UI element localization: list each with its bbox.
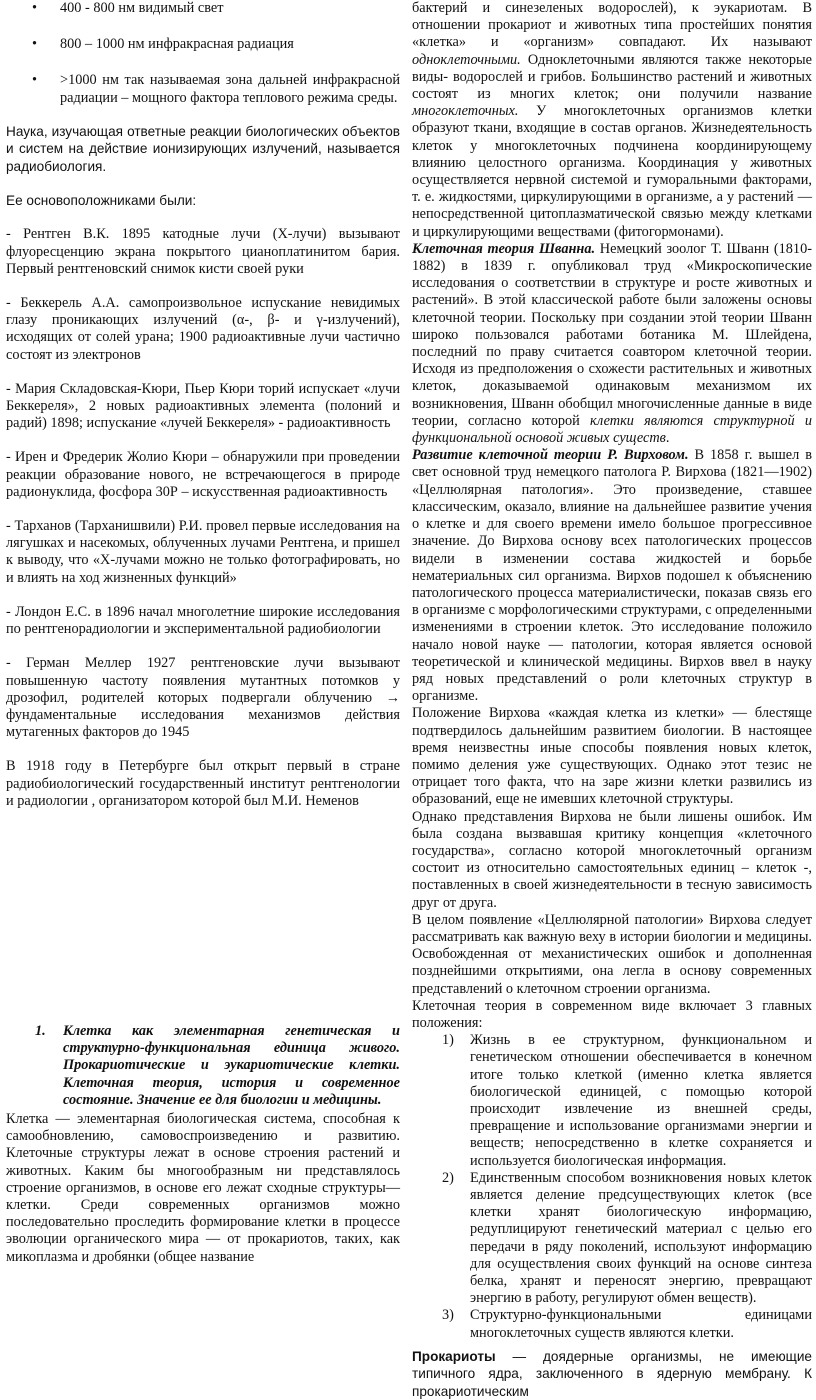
list-item — [412, 1170, 812, 1308]
text-span-italic: клетки являются структурной и функциональной основой живых существ — [412, 412, 812, 447]
list-item-text: Жизнь в ее структурном, функциональном и генетическом отношении обеспечивается в конечном итоге только клеткой (именно клетка является биологической единицей, с помощью которой происходит извлечение из внешней среды, превращение и использование организмами энергии и веществ; непосредственно в клетке сохраняется и используется биологическая информация. — [470, 1032, 812, 1169]
paragraph-radiobiology: Наука, изучающая ответные реакции биологических объектов и систем на действие ионизирующих излучений, называется радиобиология. — [6, 123, 400, 174]
text-span: бактерий и синезеленых водорослей), к эукариотам. В отношении прокариот и животных типа простейших понятия «клетка» и «организм» совпадают. Их называют — [412, 0, 812, 51]
section-heading-text: Клетка как элементарная генетическая и структурно-функциональная единица живого. Прокариотические и эукариотические клетки. Клеточная теория, история и современное состояние. Значение ее для биологии и медицины. — [63, 1023, 400, 1108]
paragraph-london: - Лондон Е.С. в 1896 начал многолетние широкие исследования по рентгенорадиологии и экспериментальной радиобиологии — [6, 603, 400, 638]
section-block — [6, 1023, 400, 1266]
text-span: В 1858 г. вышел в свет основной труд немецкого патолога Р. Вирхова (1821—1902) «Целлюлярная патология». Это произведение, ставшее классическим, оказало, влияние на дальнейшее развитие учения о клетке и для своего времени имело большое прогрессивное значение. До Вирхова основу всех патологических процессов видели в изменении состава жидкостей и борьбе нематериальных сил организма. Вирхов подошел к объяснению патологического процесса материалистически, показав связь его в организме с морфологическими структурами, с определенными изменениями в строении клеток. Это исследование положило начало новой науке — патологии, которая является основой теоретической и клинической медицины. Вирхов ввел в науку ряд новых представлений о роли клеточных структур в организме. — [412, 447, 813, 705]
paragraph-overall: В целом появление «Целлюлярной патологии» Вирхова следует рассматривать как важную веху в истории биологии и медицины. Освобожденная от механистических ошибок и дополненная позднейшими открытиями, она легла в основу современных представлений о клеточном строении организма. — [412, 911, 812, 997]
list-number: 1) — [442, 1032, 454, 1049]
paragraph-modern-theory: Клеточная теория в современном виде включает 3 главных положения: — [412, 997, 812, 1031]
left-column — [6, 0, 400, 1265]
section-number: 1. — [35, 1023, 46, 1039]
paragraph-omnis-cellula: Положение Вирхова «каждая клетка из клетки» — блестяще подтвердилось дальнейшим развитием биологии. В настоящее время неизвестны иные способы появления новых клеток, помимо деления уже существующих. Однако этот тезис не отрицает того факта, что на заре жизни клетки развились из образований, еще не имевших клеточной структуры. — [412, 705, 812, 808]
list-number: 3) — [442, 1307, 454, 1324]
virchow-title: Развитие клеточной теории Р. Вирховом. — [412, 447, 689, 464]
right-arrow-icon: → — [385, 689, 400, 706]
paragraph-founders: Ее основоположниками были: — [6, 193, 197, 209]
prokaryotes-title: Прокариоты — [412, 1348, 496, 1364]
paragraph-virchow-errors: Однако представления Вирхова не были лишены ошибок. Им была создана вызвавшая критику концепция «клеточного государства», согласно которой многоклеточный организм состоит из относительно самостоятельных единиц – клеток -, поставленных в своей жизнедеятельности в тесную зависимость друг от друга. — [412, 808, 812, 911]
list-item: • >1000 нм так называемая зона дальней инфракрасной радиации – мощного фактора теплового режима среды. — [6, 72, 400, 106]
paragraph-schwann — [412, 241, 812, 447]
list-item-text: Структурно-функциональными единицами многоклеточных существ являются клетки. — [470, 1307, 812, 1341]
theory-positions-list — [412, 1032, 812, 1342]
section-heading — [35, 1023, 400, 1109]
list-number: 2) — [442, 1169, 454, 1186]
list-item — [412, 1032, 812, 1170]
paragraph-curie: - Мария Складовская-Кюри, Пьер Кюри торий испускает «лучи Беккереля», 2 новых радиоактивных элемента (полоний и радий) 1898; испускание «лучей Беккереля» - радиоактивность — [6, 380, 400, 432]
right-column — [412, 0, 813, 1399]
paragraph-cell: Клетка — элементарная биологическая система, способная к самообновлению, самовоспроизведению и развитию. Клеточные структуры лежат в основе строения растений и животных. Каким бы многообразным ни представлялось строение организмов, в основе его лежат сходные структуры—клетки. Среди современных организмов можно последовательно проследить формирование клетки в процессе эволюции органического мира — от прокариотов, таких, как микоплазма и дробянки (общее название — [6, 1111, 400, 1265]
paragraph-unicellular — [412, 0, 812, 241]
text-span: . — [665, 430, 670, 447]
text-span: У многоклеточных организмов клетки образуют ткани, входящие в состав органов. Жизнедеятельность клеток у многоклеточных подчинена координирующему влиянию целостного организма. Координация у животных осуществляется нервной системой и гуморальными факторами, т. е. жидкостями, циркулирующими в организме, а у растений — непосредственной цитоплазматической связью между клетками и циркулирующими веществами (фитогормонами). — [412, 103, 812, 240]
paragraph-becquerel: - Беккерель А.А. самопроизвольное испускание невидимых глазу проникающих излучений (α-, β- и γ-излучений), исходящих от солей урана; 1900 радиоактивные лучи частично состоят из электронов — [6, 295, 400, 363]
paragraph-institute: В 1918 году в Петербурге был открыт первый в стране радиобиологический государственный институт рентгенологии и радиологии , организатором которой был М.И. Неменов — [6, 758, 400, 809]
paragraph-tarkhanov: - Тарханов (Тарханишвили) Р.И. провел первые исследования на лягушках и насекомых, облученных лучами Рентгена, и пришел к выводу, что «Х-лучами можно не только фотографировать, но и влиять на ход жизненных функций» — [6, 518, 400, 586]
text-span-italic: многоклеточных. — [412, 103, 519, 120]
text-span: — доядерные организмы, не имеющие типичного ядра, заключенного в ядерную мембрану. К прокариотическим — [412, 1348, 812, 1399]
list-item: • 400 - 800 нм видимый свет — [6, 0, 400, 17]
schwann-title: Клеточная теория Шванна. — [412, 240, 596, 257]
muller-text-a: - Герман Меллер 1927 рентгеновские лучи вызывают повышенную частоту появления мутантных потомков у дрозофил, родителей которых подвергали облучению — [6, 655, 400, 706]
paragraph-roentgen: - Рентген В.К. 1895 катодные лучи (Х-лучи) вызывают флуоресценцию экрана покрытого цианоплатинитом бария. Первый рентгеновский снимок кисти своей руки — [6, 226, 400, 277]
list-item: • 800 – 1000 нм инфракрасная радиация — [6, 36, 400, 53]
muller-text-b: фундаментальные исследования механизмов действия мутагенных факторов до 1945 — [6, 706, 400, 741]
text-span-italic: одноклеточными. — [412, 51, 521, 68]
paragraph-prokaryotes — [412, 1348, 812, 1400]
paragraph-muller — [6, 655, 400, 741]
list-item — [412, 1307, 812, 1341]
list-item-text: Единственным способом возникновения новых клеток является деление предсуществующих клеток (все клетки хранят биологическую информацию, редуплицируют генетический материал с целью его передачи в ряду поколений, используют информацию для осуществления своих функций на основе синтеза белка, хранят и переносят энергию, превращают энергию в работу, регулируют обмен веществ). — [470, 1169, 812, 1307]
text-span: Одноклеточными являются также некоторые виды- водорослей и грибов. Большинство растений и животных состоят из многих клеток; они получили название — [412, 51, 812, 103]
paragraph-joliot-curie: - Ирен и Фредерик Жолио Кюри – обнаружили при проведении реакции образование нового, не встречающегося в природе радионуклида, фосфора 30Р – искусственная радиоактивность — [6, 449, 400, 500]
text-span: Немецкий зоолог Т. Шванн (1810-1882) в 1839 г. опубликовал труд «Микроскопические исследования о соответствии в структуре и росте животных и растений». В этой классической работе были заложены основы клеточной теории. Поскольку при создании этой теории Шванн широко пользовался работами ботаника М. Шлейдена, последний по праву считается соавтором клеточной теории. Исходя из предположения о схожести растительных и животных клеток, доказываемой одинаковым механизмом их возникновения, Шванн обобщил многочисленные данные в виде теории, согласно которой — [412, 240, 812, 429]
paragraph-virchow — [412, 447, 812, 705]
wavelength-list — [6, 0, 400, 107]
